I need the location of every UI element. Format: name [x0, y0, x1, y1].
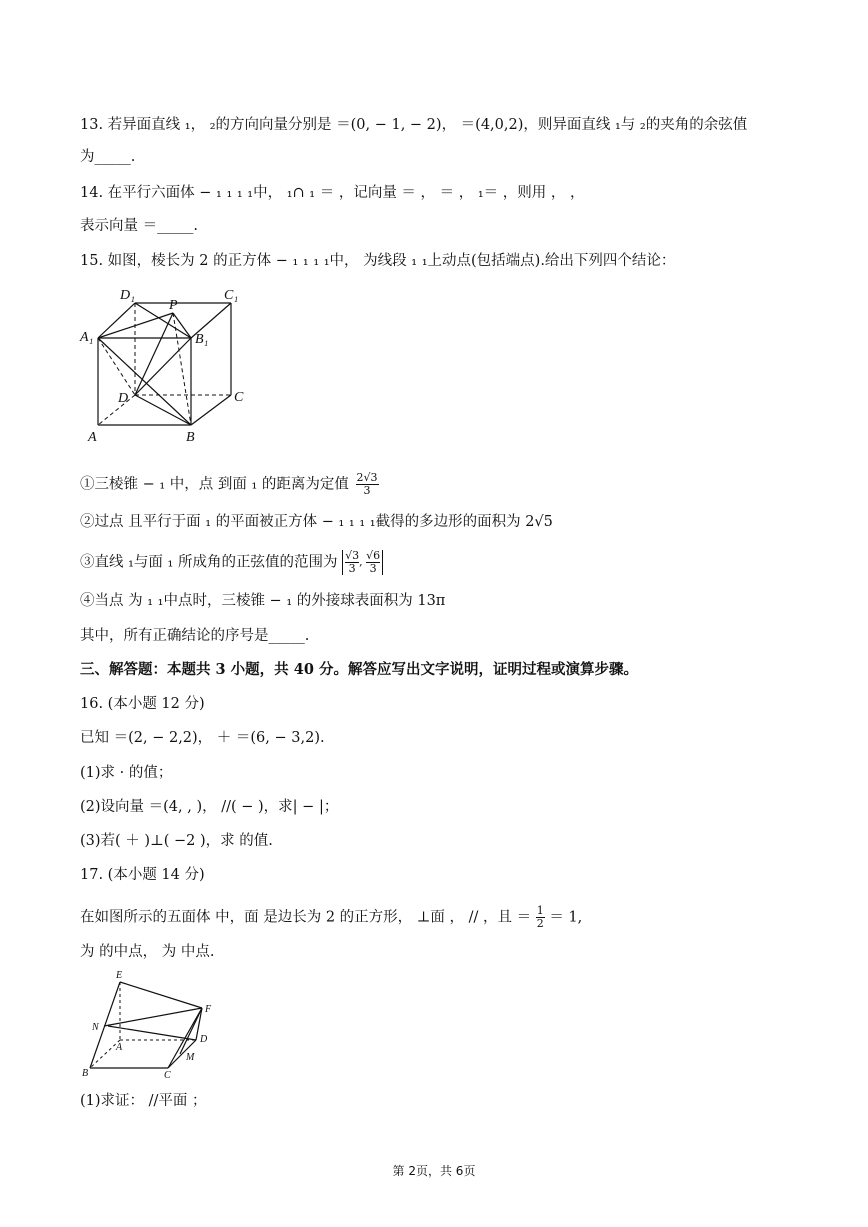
q15-statement-4: ④当点 为 ₁ ₁中点时，三棱锥 − ₁ 的外接球表面积为 13π [80, 593, 446, 609]
q17-part1: (1)求证： //平面 ； [80, 1093, 207, 1109]
label-b: B [186, 430, 195, 445]
q17-line2: 为 的中点， 为 中点. [80, 944, 215, 960]
q15-statement-1: ①三棱锥 − ₁ 中，点 到面 ₁ 的距离为定值 $\frac{2√3}{3}$ [80, 471, 378, 497]
q13-line2: 为_____. [80, 149, 136, 165]
label-b: B [82, 1068, 89, 1079]
label-a1: A₁ [80, 330, 94, 345]
interval-bracket: $\frac{√3}{3}$ , $\frac{√6}{3}$ [342, 550, 383, 575]
q16-header: 16. (本小题 12 分) [80, 696, 205, 712]
q16-part2: (2)设向量 ＝(4, , )， //( − )，求| − |； [80, 799, 339, 815]
page-footer: 第 2页，共 6页 [392, 1164, 476, 1178]
label-d1: D₁ [120, 288, 135, 303]
q15-statement-3: ③直线 ₁与面 ₁ 所成角的正弦值的范围为 $\frac{√3}{3}$ , $\frac{√6}{3}$ [80, 550, 383, 575]
label-d: D [118, 391, 129, 406]
label-c1: C₁ [224, 288, 239, 303]
q16-given: 已知 ＝(2, − 2,2)， ＋ ＝(6, − 3,2). [80, 730, 325, 746]
q16-part1: (1)求 · 的值； [80, 765, 173, 781]
fraction-one-half: $\frac{1}{2}$ [536, 904, 544, 930]
q14-line2: 表示向量 ＝_____. [80, 218, 198, 234]
fraction-2sqrt3-over-3: $\frac{2√3}{3}$ [356, 471, 378, 497]
label-m: M [186, 1052, 195, 1063]
label-n: N [92, 1022, 99, 1033]
q13-line1: 13. 若异面直线 ₁， ₂的方向向量分别是 ＝(0, − 1, − 2)， ＝(4,0,2)，则异面直线 ₁与 ₂的夹角的余弦值 [80, 117, 748, 133]
q17-line1: 在如图所示的五面体 中，面 是边长为 2 的正方形， ⊥面 ， // ，且 ＝ $\frac{1}{2}$ ＝ 1, [80, 904, 583, 930]
q17-header: 17. (本小题 14 分) [80, 867, 205, 883]
q16-part3: (3)若( ＋ )⊥( −2 )，求 的值. [80, 833, 273, 849]
cube-figure [78, 283, 253, 448]
label-a: A [88, 430, 97, 445]
section3-title: 三、解答题：本题共 3 小题，共 40 分。解答应写出文字说明，证明过程或演算步骤。 [80, 661, 638, 678]
label-c: C [164, 1070, 171, 1081]
label-d: D [200, 1034, 208, 1045]
label-f: F [205, 1004, 212, 1015]
label-b1: B₁ [195, 332, 209, 347]
label-c: C [234, 390, 244, 405]
q15-intro: 15. 如图，棱长为 2 的正方体 − ₁ ₁ ₁ ₁中， 为线段 ₁ ₁上动点(包括端点).给出下列四个结论： [80, 253, 676, 269]
q15-conclusion: 其中，所有正确结论的序号是_____. [80, 628, 310, 644]
label-p: P [169, 298, 178, 313]
label-a: A [116, 1042, 123, 1053]
q14-line1: 14. 在平行六面体 − ₁ ₁ ₁ ₁中， ₁∩ ₁ ＝ ，记向量 ＝ ， ＝ ， ₁＝ ，则用 ， ， [80, 185, 585, 201]
q15-statement-2: ②过点 且平行于面 ₁ 的平面被正方体 − ₁ ₁ ₁ ₁截得的多边形的面积为 2√5 [80, 514, 553, 530]
pentahedron-figure [82, 968, 222, 1083]
label-e: E [116, 970, 123, 981]
